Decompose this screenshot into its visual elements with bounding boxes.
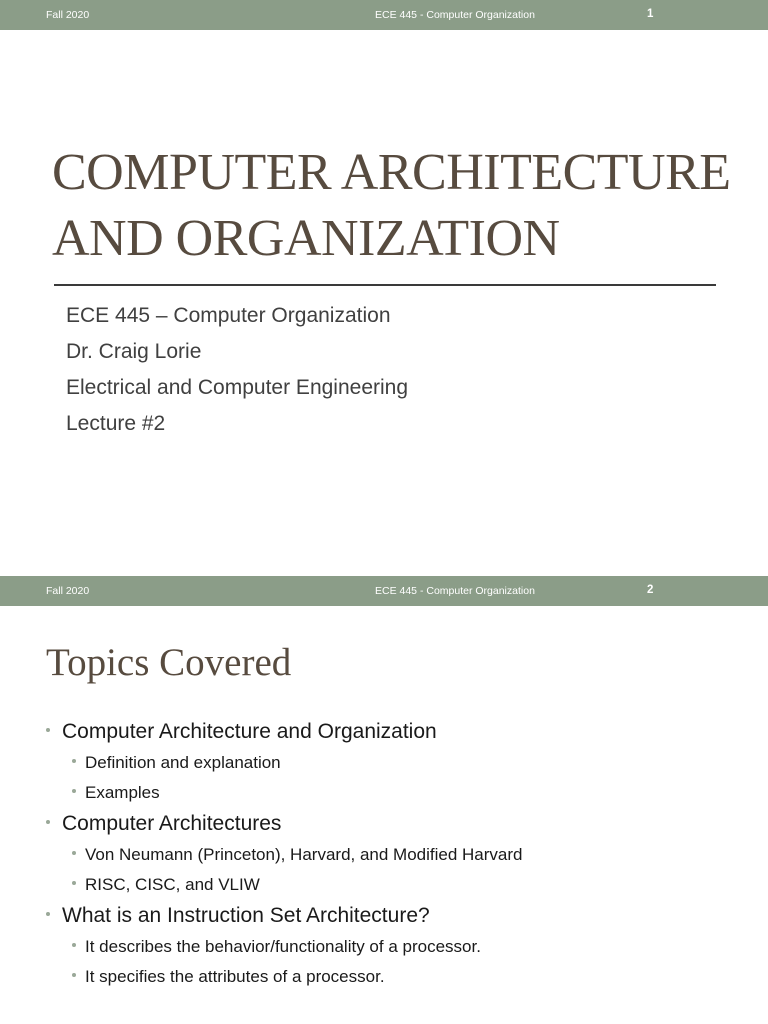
sub-bullet-text: Definition and explanation (85, 753, 281, 772)
bullet-text: What is an Instruction Set Architecture? (62, 904, 430, 927)
sub-bullet-text: Von Neumann (Princeton), Harvard, and Modified Harvard (85, 845, 523, 864)
header-term: Fall 2020 (46, 9, 90, 21)
slide-header-bar (0, 0, 768, 30)
bullet-dot-icon (72, 881, 76, 885)
bullet-item (46, 716, 746, 748)
header-course: ECE 445 - Computer Organization (375, 9, 535, 21)
sub-bullet-text: Examples (85, 783, 160, 802)
sub-bullet-text: It specifies the attributes of a processor. (85, 967, 385, 986)
title-line: AND ORGANIZATION (52, 210, 560, 267)
bullet-item (46, 808, 746, 840)
bullet-dot-icon (72, 759, 76, 763)
title-divider (54, 284, 716, 286)
bullet-dot-icon (46, 912, 50, 916)
slide-number: 2 (647, 584, 654, 596)
bullet-dot-icon (46, 820, 50, 824)
header-course: ECE 445 - Computer Organization (375, 585, 535, 597)
bullet-item (46, 900, 746, 932)
subtitle-course: ECE 445 – Computer Organization (66, 304, 391, 327)
slide-header-bar (0, 576, 768, 606)
slide-subtitle (66, 298, 408, 442)
subtitle-lecture: Lecture #2 (66, 412, 166, 435)
subtitle-instructor: Dr. Craig Lorie (66, 340, 202, 363)
bullet-text: Computer Architecture and Organization (62, 720, 437, 743)
sub-bullet-text: It describes the behavior/functionality of a processor. (85, 937, 481, 956)
bullet-dot-icon (72, 789, 76, 793)
sub-bullet-item (46, 870, 746, 900)
bullet-list (46, 716, 746, 992)
sub-bullet-item (46, 748, 746, 778)
sub-bullet-item (46, 932, 746, 962)
bullet-dot-icon (72, 851, 76, 855)
header-term: Fall 2020 (46, 585, 90, 597)
slide-title: Topics Covered (46, 641, 292, 684)
slide-number: 1 (647, 8, 654, 20)
slide-title (52, 140, 752, 272)
slide-2 (0, 576, 768, 1024)
sub-bullet-item (46, 840, 746, 870)
sub-bullet-item (46, 962, 746, 992)
sub-bullet-item (46, 778, 746, 808)
bullet-dot-icon (46, 728, 50, 732)
sub-bullet-text: RISC, CISC, and VLIW (85, 875, 260, 894)
bullet-dot-icon (72, 943, 76, 947)
bullet-dot-icon (72, 973, 76, 977)
title-line: COMPUTER ARCHITECTURE (52, 144, 731, 201)
bullet-text: Computer Architectures (62, 812, 282, 835)
subtitle-department: Electrical and Computer Engineering (66, 376, 409, 399)
